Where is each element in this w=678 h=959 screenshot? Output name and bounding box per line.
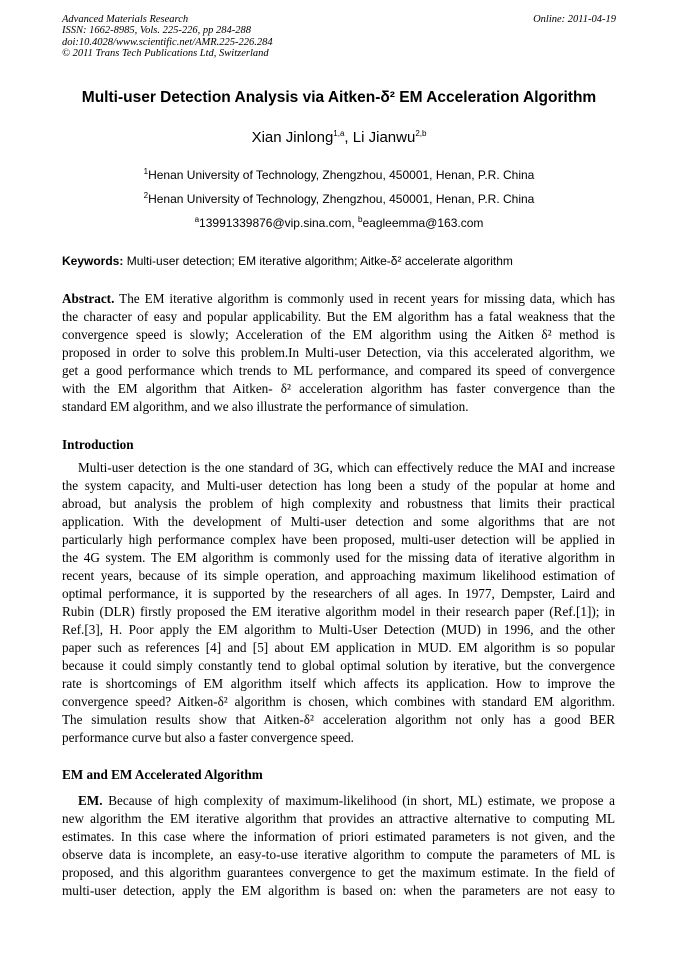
copyright: © 2011 Trans Tech Publications Ltd, Switzerland	[62, 47, 269, 59]
keywords-label: Keywords:	[62, 254, 124, 268]
text-line: estimates. In this case where the information of priori estimated parameters is not given, and the	[62, 829, 615, 844]
email-b: eagleemma@163.com	[362, 216, 484, 230]
em-paragraph	[62, 792, 615, 900]
aff-text: Henan University of Technology, Zhengzhou, 450001, Henan, P.R. China	[148, 192, 535, 206]
text-span: The EM iterative algorithm is commonly used in recent years for missing data, which has	[114, 291, 615, 306]
em-label: EM.	[78, 793, 103, 808]
author-name: Xian Jinlong	[251, 129, 334, 146]
text-line: recent years, because of its simple operation, and approaching maximum likelihood estimation of	[62, 568, 615, 583]
doi: doi:10.4028/www.scientific.net/AMR.225-226.284	[62, 36, 273, 48]
intro-paragraph	[62, 459, 615, 747]
online-date: Online: 2011-04-19	[533, 14, 616, 25]
text-line: The simulation results show that Aitken-δ² acceleration algorithm not only has a good BER	[62, 712, 615, 727]
email-a: 13991339876@vip.sina.com,	[199, 216, 355, 230]
abstract	[62, 290, 615, 416]
text-line: get a good performance which trends to ML performance, and compared its speed of convergence	[62, 363, 615, 378]
paper-title: Multi-user Detection Analysis via Aitken-δ² EM Acceleration Algorithm	[81, 89, 597, 106]
affiliation	[0, 168, 678, 182]
aff-sup: 2	[143, 191, 149, 200]
text-line	[62, 290, 615, 308]
text-line: proposed, and this algorithm guarantees convergence to get the maximum estimate. In the field of	[62, 865, 615, 880]
email-sup: a	[194, 215, 200, 224]
text-line: Multi-user detection is the one standard of 3G, which can effectively reduce the MAI and increase	[78, 460, 615, 475]
text-line: standard EM algorithm, and we also illustrate the performance of simulation.	[62, 399, 469, 414]
issn: ISSN: 1662-8985, Vols. 225-226, pp 284-288	[62, 25, 251, 37]
section-heading: EM and EM Accelerated Algorithm	[62, 767, 263, 782]
text-line: the system capacity, and Multi-user detection has long been a study of the popular at home and	[62, 478, 615, 493]
author-sup: 2,b	[415, 129, 427, 138]
text-line: proposed in order to solve this problem.In Multi-user Detection, via this accelerated algorithm, we	[62, 345, 615, 360]
author-name: Li Jianwu	[352, 129, 416, 146]
text-line: application. With the development of Multi-user detection and some algorithms that are not	[62, 514, 615, 529]
journal-header	[62, 14, 273, 59]
text-span: Because of high complexity of maximum-likelihood (in short, ML) estimate, we propose a	[102, 793, 615, 808]
text-line: observe data is incomplete, an easy-to-use iterative algorithm to compute the parameters of ML is	[62, 847, 615, 862]
keywords-text: Multi-user detection; EM iterative algorithm; Aitke-δ² accelerate algorithm	[126, 254, 513, 268]
author-sup: 1,a	[333, 129, 345, 138]
aff-text: Henan University of Technology, Zhengzhou, 450001, Henan, P.R. China	[148, 168, 535, 182]
text-line: Ref.[3], H. Poor apply the EM algorithm to Multi-User Detection (MUD) in 1996, and the other	[62, 622, 615, 637]
text-line	[62, 792, 615, 810]
abstract-label: Abstract.	[62, 291, 115, 306]
text-line: new algorithm the EM iterative algorithm that provides an attractive alternative to computing ML	[62, 811, 615, 826]
keywords	[62, 254, 513, 268]
text-line: convergence speed is slowly; Acceleration of the EM algorithm using the Aitken δ² method is	[62, 327, 615, 342]
aff-sup: 1	[143, 167, 149, 176]
text-line: Rubin (DLR) firstly proposed the EM iterative algorithm model in their research paper (Ref.[1]); in	[62, 604, 615, 619]
text-line: particularly high performance complex have been proposed, multi-user detection will be applied in	[62, 532, 615, 547]
authors: Xian Jinlong$^{1,a}$, Li Jianwu$^{2,b}$	[251, 129, 427, 146]
text-line: because it could simply constantly tend to global optimal solution by iterative, but the convergence	[62, 658, 615, 673]
text-line: with the EM algorithm that Aitken- δ² acceleration algorithm has faster convergence than the	[62, 381, 615, 396]
text-line: the 4G system. The EM algorithm is commonly used for the missing data of iterative algorithm in	[62, 550, 615, 565]
section-heading: Introduction	[62, 437, 134, 452]
text-line: convergence speed? Aitken-δ² algorithm is chosen, which combines with standard EM algorithm.	[62, 694, 615, 709]
text-line: paper such as references [4] and [5] about EM application in MUD. EM algorithm is so popular	[62, 640, 615, 655]
text-line: the character of easy and popular applicability. But the EM algorithm has a fatal weakness that the	[62, 309, 615, 324]
email-sup: b	[358, 215, 363, 224]
text-line: performance curve but also a faster convergence speed.	[62, 730, 354, 745]
text-line: rate is shortcomings of EM algorithm itself which affects its application. How to improve the	[62, 676, 615, 691]
journal-name: Advanced Materials Research	[62, 14, 189, 25]
text-line: multi-user detection, apply the EM algorithm is based on: when the parameters are not easy to	[62, 883, 615, 898]
affiliation	[0, 192, 678, 206]
emails	[0, 216, 678, 230]
text-line: optimal performance, it is supported by the researchers of all ages. In 1977, Dempster, Laird and	[62, 586, 615, 601]
text-line: abroad, but analysis the problem of high complexity and robustness that limits their practical	[62, 496, 615, 511]
